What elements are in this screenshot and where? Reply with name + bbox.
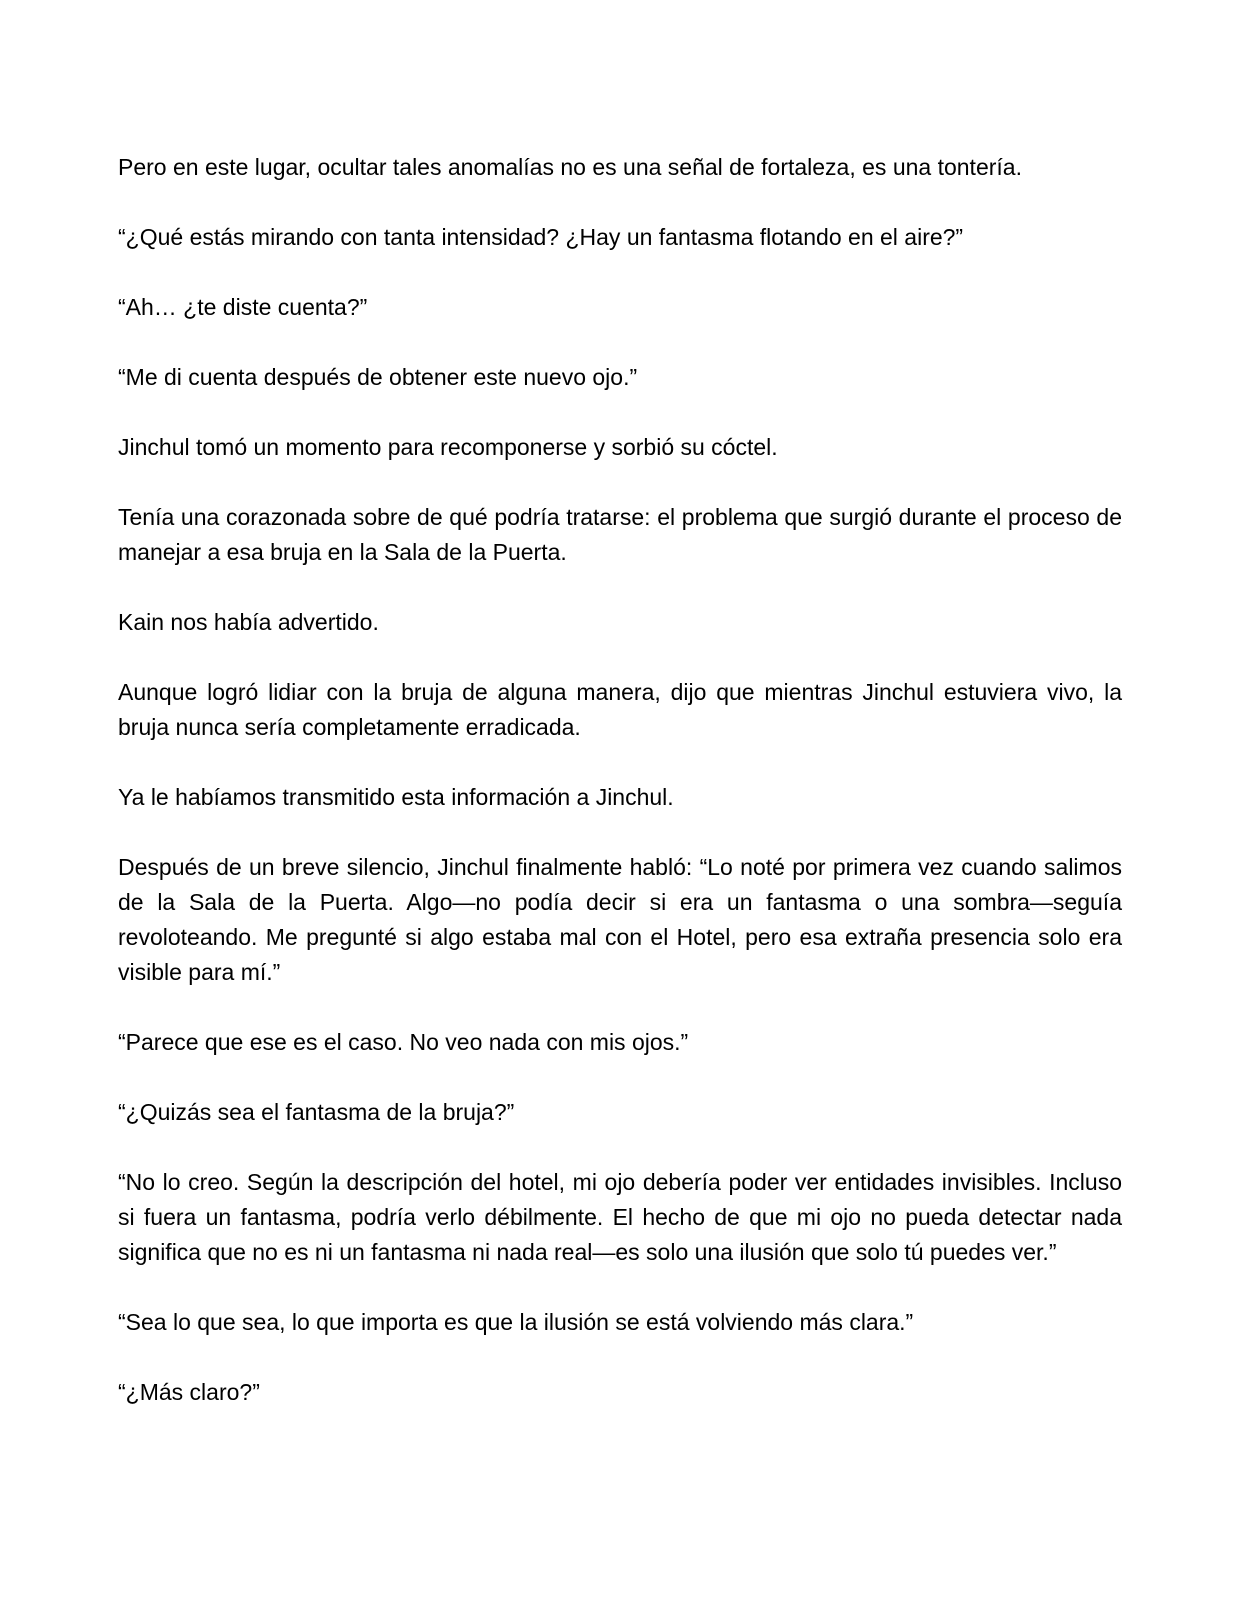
paragraph: “¿Más claro?” [118, 1379, 260, 1405]
paragraph: “Parece que ese es el caso. No veo nada con mis ojos.” [118, 1029, 689, 1055]
paragraph: Pero en este lugar, ocultar tales anomalías no es una señal de fortaleza, es una tontería. [118, 154, 1022, 180]
document-body [118, 150, 1122, 1410]
paragraph: “Ah… ¿te diste cuenta?” [118, 294, 368, 320]
paragraph: Después de un breve silencio, Jinchul finalmente habló: “Lo noté por primera vez cuando salimos de la Sala de la Puerta. Algo—no podía decir si era un fantasma o una sombra—seguía revoloteando. Me pregunté si algo estaba mal con el Hotel, pero esa extraña presencia solo era visible para mí.” [118, 854, 1122, 985]
paragraph: Aunque logró lidiar con la bruja de alguna manera, dijo que mientras Jinchul estuviera vivo, la bruja nunca sería completamente erradicada. [118, 679, 1122, 740]
paragraph: Jinchul tomó un momento para recomponerse y sorbió su cóctel. [118, 434, 778, 460]
paragraph: “¿Quizás sea el fantasma de la bruja?” [118, 1099, 515, 1125]
paragraph: Kain nos había advertido. [118, 609, 379, 635]
paragraph: Ya le habíamos transmitido esta información a Jinchul. [118, 784, 674, 810]
paragraph: Tenía una corazonada sobre de qué podría tratarse: el problema que surgió durante el proceso de manejar a esa bruja en la Sala de la Puerta. [118, 504, 1122, 565]
paragraph: “No lo creo. Según la descripción del hotel, mi ojo debería poder ver entidades invisibles. Incluso si fuera un fantasma, podría verlo débilmente. El hecho de que mi ojo no pueda detectar nada significa que no es ni un fantasma ni nada real—es solo una ilusión que solo tú puedes ver.” [118, 1169, 1122, 1265]
paragraph: “Sea lo que sea, lo que importa es que la ilusión se está volviendo más clara.” [118, 1309, 914, 1335]
paragraph: “Me di cuenta después de obtener este nuevo ojo.” [118, 364, 638, 390]
paragraph: “¿Qué estás mirando con tanta intensidad? ¿Hay un fantasma flotando en el aire?” [118, 224, 964, 250]
